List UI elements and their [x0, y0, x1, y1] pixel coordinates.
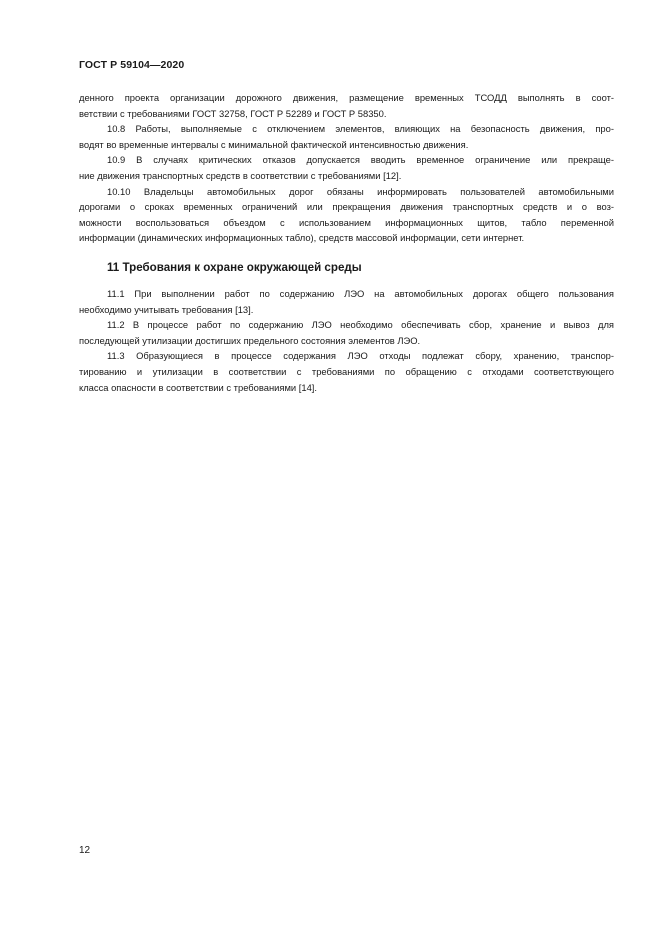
text-line: тированию и утилизации в соответствии с требованиями по обращению с отходами соответствующего: [79, 365, 614, 377]
paragraph-10-10: [79, 184, 614, 246]
text-line: 10.9 В случаях критических отказов допускается вводить временное ограничение или прекраще-: [107, 154, 614, 166]
text-line: дорогами о сроках временных ограничений или прекращения движения транспортных средств и о воз-: [79, 201, 614, 213]
text-line: денного проекта организации дорожного движения, размещение временных ТСОДД выполнять в соот-: [79, 92, 614, 103]
paragraph-10-9: [79, 152, 614, 183]
text-line: 11.2 В процессе работ по содержанию ЛЭО необходимо обеспечивать сбор, хранение и вывоз для: [107, 319, 614, 331]
text-line: можности воспользоваться объездом с использованием информационных щитов, табло переменной: [79, 216, 614, 228]
document-standard-id: ГОСТ Р 59104—2020: [79, 59, 185, 71]
section-heading: 11 Требования к охране окружающей среды: [107, 260, 362, 274]
text-line: необходимо учитывать требования [13].: [79, 303, 254, 315]
text-line: ние движения транспортных средств в соответствии с требованиями [12].: [79, 169, 402, 181]
paragraph-10-8: [79, 121, 614, 152]
paragraph-continuation: [79, 90, 614, 121]
text-line: водят во временные интервалы с минимальной фактической интенсивностью движения.: [79, 138, 469, 150]
text-line: 10.10 Владельцы автомобильных дорог обязаны информировать пользователей автомобильными: [107, 185, 614, 197]
paragraph-11-2: [79, 317, 614, 348]
text-line: 10.8 Работы, выполняемые с отключением элементов, влияющих на безопасность движения, про-: [107, 123, 614, 135]
paragraph-11-3: [79, 348, 614, 395]
paragraph-11-1: [79, 286, 614, 317]
text-line: последующей утилизации достигших предельного состояния элементов ЛЭО.: [79, 334, 421, 346]
text-line: класса опасности в соответствии с требованиями [14].: [79, 381, 317, 393]
document-body: [79, 90, 614, 395]
text-line: ветствии с требованиями ГОСТ 32758, ГОСТ Р 52289 и ГОСТ Р 58350.: [79, 107, 387, 119]
text-line: 11.1 При выполнении работ по содержанию ЛЭО на автомобильных дорогах общего пользования: [107, 287, 614, 299]
text-line: 11.3 Образующиеся в процессе содержания ЛЭО отходы подлежат сбору, хранению, транспор-: [107, 350, 614, 362]
page-number: 12: [79, 845, 91, 856]
text-line: информации (динамических информационных табло), средств массовой информации, сети интернет.: [79, 232, 525, 244]
